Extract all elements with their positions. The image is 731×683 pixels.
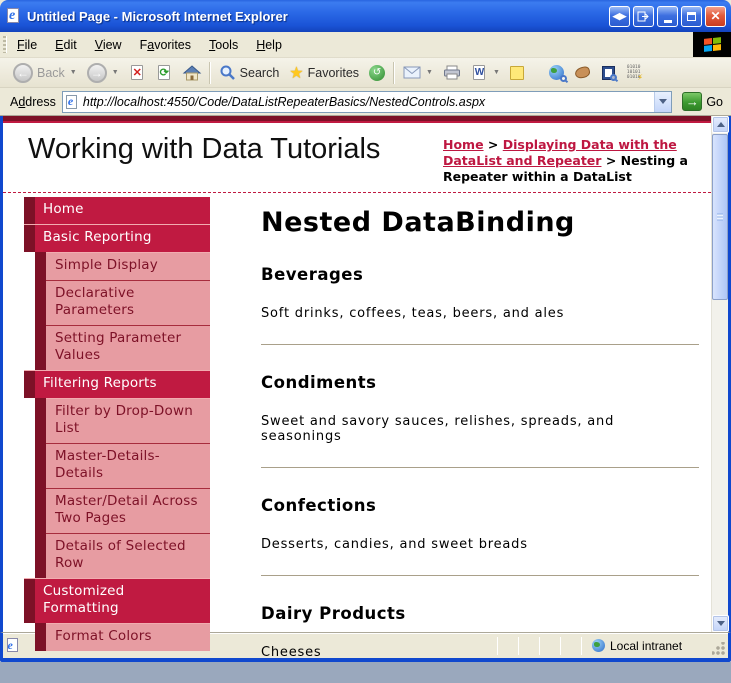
menu-help[interactable]: Help xyxy=(256,37,282,52)
address-dropdown-button[interactable] xyxy=(654,92,671,112)
home-button[interactable] xyxy=(178,60,206,86)
windows-flag-icon xyxy=(704,37,721,52)
address-input[interactable]: http://localhost:4550/Code/DataListRepeaterBasics/NestedControls.aspx xyxy=(82,94,486,109)
category-name: Beverages xyxy=(261,265,364,284)
addon-paw-button[interactable] xyxy=(570,60,595,86)
addon-script-button[interactable] xyxy=(622,60,647,86)
page-icon: e xyxy=(66,94,79,110)
divider xyxy=(261,467,699,469)
refresh-icon: ⟳ xyxy=(159,67,169,79)
sidebar-item-filter-by-drop-down-list[interactable]: Filter by Drop-Down List xyxy=(35,398,210,443)
edit-with-word-button[interactable] xyxy=(466,60,505,86)
maximize-icon xyxy=(687,12,696,21)
menu-bar xyxy=(0,32,731,58)
chevron-down-icon xyxy=(659,99,667,104)
forward-icon: → xyxy=(87,63,107,83)
menubar-grip[interactable] xyxy=(0,32,8,57)
site-header xyxy=(3,123,711,193)
resize-grip[interactable] xyxy=(712,642,726,656)
sidebar-item-home[interactable]: Home xyxy=(24,197,210,224)
menu-file[interactable]: File xyxy=(17,37,38,52)
toolbar-separator xyxy=(393,62,395,84)
mail-icon xyxy=(403,66,421,79)
window-arrow-icon xyxy=(637,11,650,22)
go-button[interactable]: → Go xyxy=(678,91,727,112)
divider xyxy=(261,575,699,577)
print-button[interactable] xyxy=(438,60,466,86)
chevron-up-icon xyxy=(717,122,725,127)
window-title: Untitled Page - Microsoft Internet Explorer xyxy=(27,8,288,24)
site-title: Working with Data Tutorials xyxy=(28,133,381,165)
paw-icon xyxy=(574,66,591,80)
addon-research-button[interactable] xyxy=(595,60,622,86)
scroll-up-button[interactable] xyxy=(712,116,729,133)
mail-button[interactable] xyxy=(398,60,438,86)
print-icon xyxy=(443,65,461,80)
address-bar xyxy=(0,88,731,116)
back-icon: ← xyxy=(13,63,33,83)
addon-globe-button[interactable] xyxy=(543,60,570,86)
sidebar-item-filtering-reports[interactable]: Filtering Reports xyxy=(24,370,210,398)
breadcrumb-link-section[interactable]: Displaying Data with the DataList and Repeater xyxy=(443,137,677,168)
divider xyxy=(261,344,699,346)
favorites-button[interactable]: ★ Favorites xyxy=(289,64,360,82)
maximize-button[interactable] xyxy=(681,6,702,27)
book-magnifier-icon xyxy=(602,66,615,80)
back-dropdown-icon: ▼ xyxy=(69,69,77,76)
note-icon xyxy=(510,66,524,80)
breadcrumb xyxy=(443,137,705,185)
scrollbar-thumb[interactable] xyxy=(712,134,728,300)
sidebar-item-details-of-selected-row[interactable]: Details of Selected Row xyxy=(35,533,210,578)
sidebar-item-customized-formatting[interactable]: Customized Formatting xyxy=(24,578,210,623)
page-top-bar xyxy=(3,116,711,123)
binary-lightning-icon: 01010 10101 01010 ⚡ xyxy=(627,65,642,80)
nav-arrows-button[interactable]: ◀▶ xyxy=(609,6,630,27)
refresh-button[interactable] xyxy=(151,60,178,86)
history-button[interactable] xyxy=(364,60,390,86)
forward-button[interactable] xyxy=(82,60,124,86)
globe-magnifier-icon xyxy=(549,65,564,80)
menu-favorites[interactable]: Favorites xyxy=(139,37,192,52)
category-description: Desserts, candies, and sweet breads xyxy=(261,537,528,552)
chevron-down-icon xyxy=(717,621,725,626)
zone-label: Local intranet xyxy=(610,638,683,653)
menu-edit[interactable]: Edit xyxy=(55,37,77,52)
sidebar-item-format-colors[interactable]: Format Colors xyxy=(35,623,210,651)
category-name: Confections xyxy=(261,496,377,515)
search-button[interactable]: Search xyxy=(214,60,285,86)
intranet-globe-icon xyxy=(592,639,605,652)
home-icon xyxy=(183,65,201,81)
ie-app-icon: e xyxy=(6,8,22,24)
minimize-icon xyxy=(664,20,672,23)
stop-button[interactable] xyxy=(124,60,151,86)
discuss-button[interactable] xyxy=(505,60,529,86)
back-button[interactable]: ← Back ▼ xyxy=(8,60,82,86)
sidebar-menu xyxy=(24,197,210,651)
sidebar-item-basic-reporting[interactable]: Basic Reporting xyxy=(24,224,210,252)
windows-logo xyxy=(693,32,731,57)
standard-toolbar xyxy=(0,58,731,88)
category-name: Condiments xyxy=(261,373,377,392)
sidebar-item-master-details-details[interactable]: Master-Details-Details xyxy=(35,443,210,488)
vertical-scrollbar[interactable] xyxy=(711,116,728,632)
scroll-down-button[interactable] xyxy=(712,615,729,632)
minimize-button[interactable] xyxy=(657,6,678,27)
menu-tools[interactable]: Tools xyxy=(209,37,239,52)
main-content xyxy=(261,193,699,683)
category-name: Dairy Products xyxy=(261,604,406,623)
word-dropdown-icon: ▼ xyxy=(492,69,500,76)
category-description: Sweet and savory sauces, relishes, spreads, and seasonings xyxy=(261,414,615,444)
search-icon xyxy=(219,64,236,81)
go-arrow-icon: → xyxy=(682,92,702,111)
breadcrumb-link-home[interactable]: Home xyxy=(443,137,484,152)
address-field[interactable] xyxy=(62,91,672,113)
breadcrumb-separator: > xyxy=(601,153,621,168)
page-title: Nested DataBinding xyxy=(261,207,575,238)
category-description: Soft drinks, coffees, teas, beers, and ales xyxy=(261,306,565,321)
favorites-star-icon: ★ xyxy=(289,64,304,82)
word-icon: W xyxy=(474,67,485,78)
category-description: Cheeses xyxy=(261,645,322,660)
status-page-icon: e xyxy=(3,638,29,654)
mail-dropdown-icon: ▼ xyxy=(426,69,433,76)
title-bar xyxy=(0,0,731,32)
window-action-button[interactable] xyxy=(633,6,654,27)
forward-dropdown-icon: ▼ xyxy=(111,69,119,76)
toolbar-separator xyxy=(209,62,211,84)
menu-view[interactable]: View xyxy=(94,37,122,52)
breadcrumb-current: Nesting a Repeater within a DataList xyxy=(443,153,688,184)
sidebar-item-declarative-parameters[interactable]: Declarative Parameters xyxy=(35,280,210,325)
breadcrumb-separator: > xyxy=(483,137,503,152)
stop-icon: ✕ xyxy=(132,67,142,79)
sidebar-item-master-detail-across-two-pages[interactable]: Master/Detail Across Two Pages xyxy=(35,488,210,533)
close-button[interactable]: ✕ xyxy=(705,6,726,27)
sidebar-item-simple-display[interactable]: Simple Display xyxy=(35,252,210,280)
address-label: Address xyxy=(10,94,56,109)
history-icon: ↺ xyxy=(369,65,385,81)
sidebar-item-setting-parameter-values[interactable]: Setting Parameter Values xyxy=(35,325,210,370)
